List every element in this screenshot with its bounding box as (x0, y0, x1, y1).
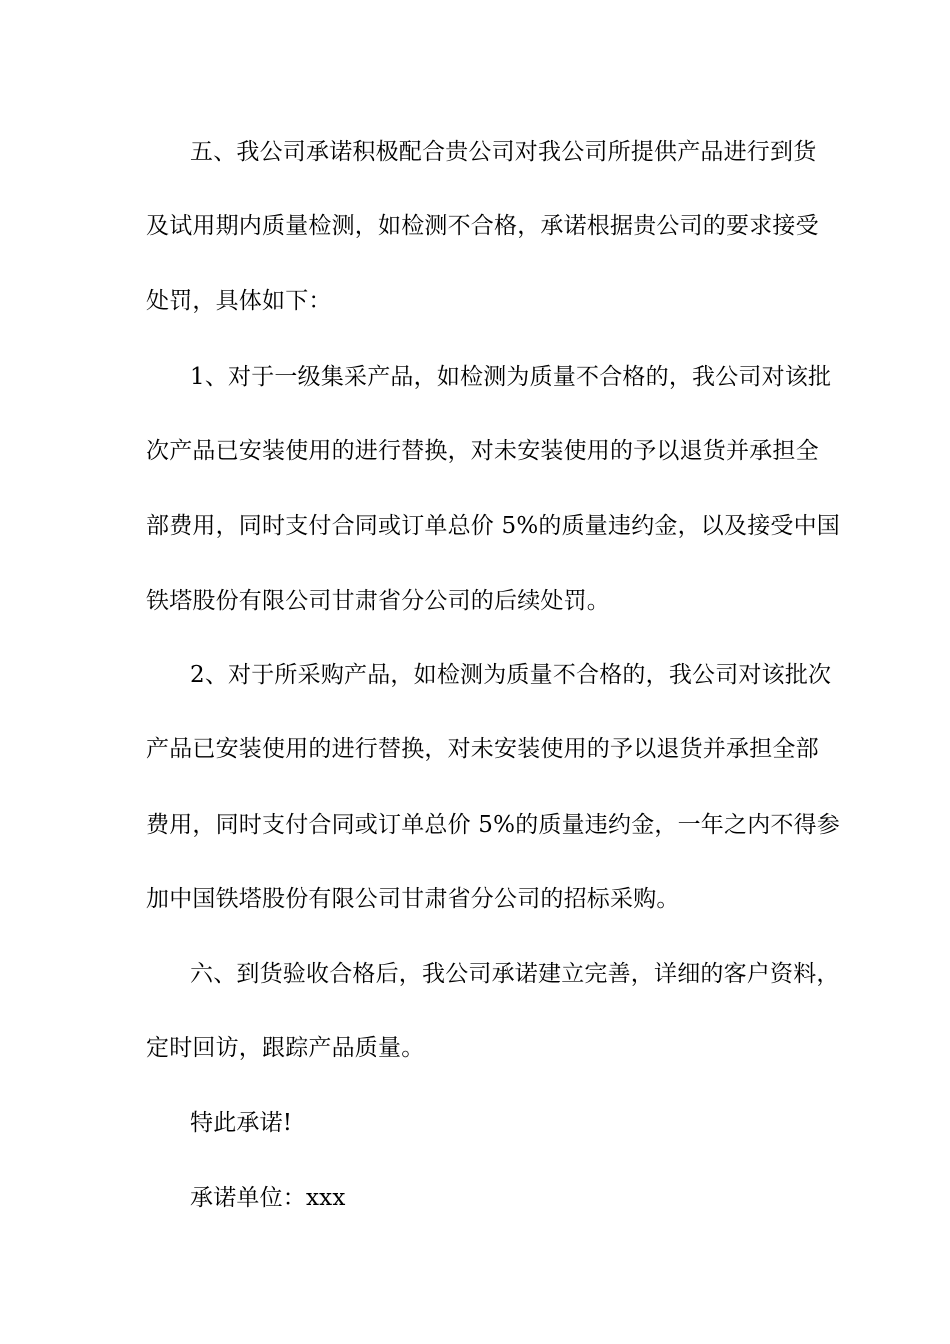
closing-statement: 特此承诺! (190, 1110, 293, 1136)
item-2-line-4: 加中国铁塔股份有限公司甘肃省分公司的招标采购。 (146, 886, 680, 912)
item-2-line-3: 费用，同时支付合同或订单总价 5%的质量违约金，一年之内不得参 (146, 812, 840, 838)
signatory-unit: 承诺单位：xxx (190, 1185, 346, 1211)
clause-5-line-2: 及试用期内质量检测，如检测不合格，承诺根据贵公司的要求接受 (146, 213, 819, 239)
item-1-line-3: 部费用，同时支付合同或订单总价 5%的质量违约金，以及接受中国 (146, 513, 840, 539)
item-2-line-1: 2、对于所采购产品，如检测为质量不合格的，我公司对该批次 (190, 662, 832, 688)
item-1-line-1: 1、对于一级集采产品，如检测为质量不合格的，我公司对该批 (190, 364, 832, 390)
clause-5-line-1: 五、我公司承诺积极配合贵公司对我公司所提供产品进行到货 (190, 139, 817, 165)
item-1-line-4: 铁塔股份有限公司甘肃省分公司的后续处罚。 (146, 588, 610, 614)
item-2-line-2: 产品已安装使用的进行替换，对未安装使用的予以退货并承担全部 (146, 736, 819, 762)
clause-6-line-2: 定时回访，跟踪产品质量。 (146, 1035, 425, 1061)
item-1-line-2: 次产品已安装使用的进行替换，对未安装使用的予以退货并承担全 (146, 438, 819, 464)
clause-5-line-3: 处罚，具体如下： (146, 288, 332, 314)
clause-6-line-1: 六、到货验收合格后，我公司承诺建立完善，详细的客户资料， (190, 961, 840, 987)
